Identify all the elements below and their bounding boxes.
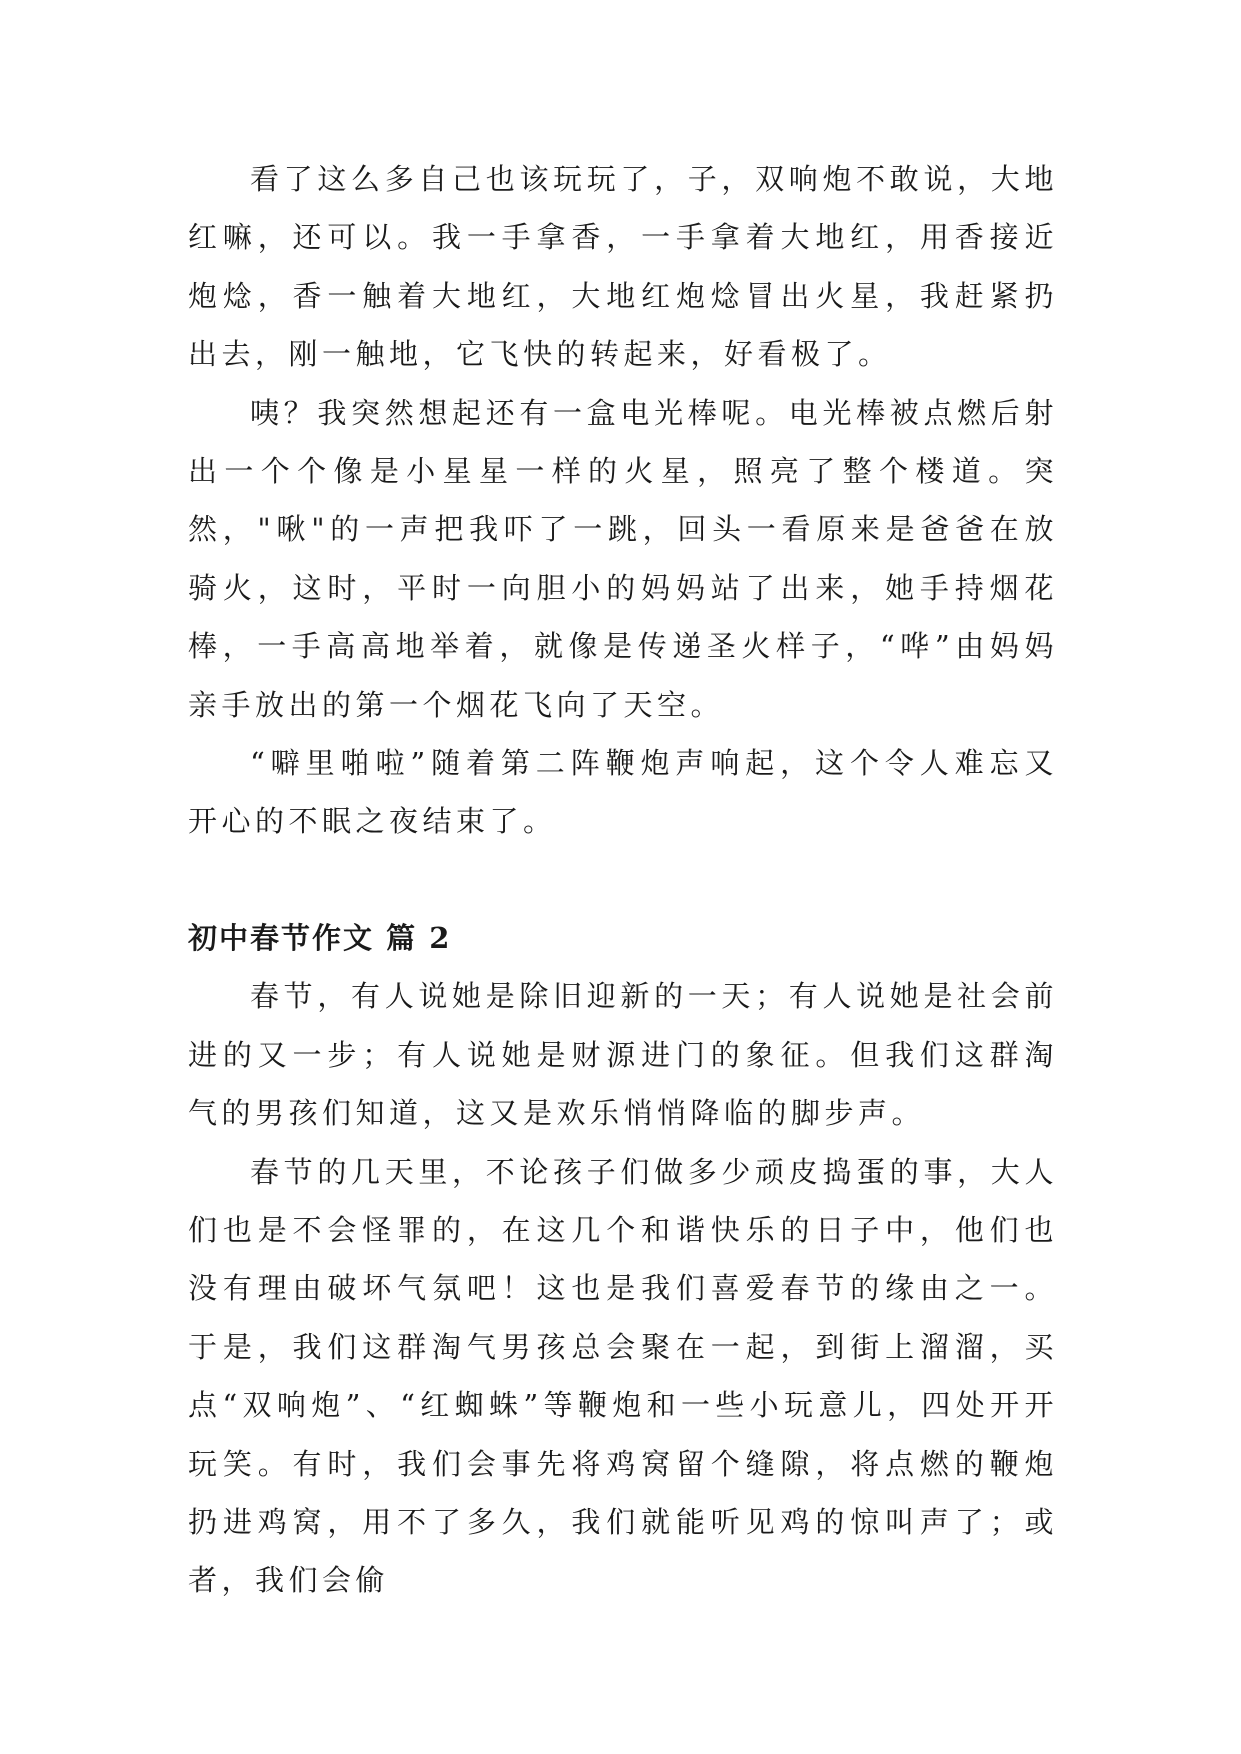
paragraph-ending: “噼里啪啦”随着第二阵鞭炮声响起，这个令人难忘又开心的不眠之夜结束了。 — [188, 746, 1058, 839]
section-title: 初中春节作文 篇 2 — [188, 920, 452, 955]
paragraph-firecrackers: 看了这么多自己也该玩玩了，子，双响炮不敢说，大地红嘛，还可以。我一手拿香，一手拿着大地红，用香接近炮焾，香一触着大地红，大地红炮焾冒出火星，我赶紧扔出去，刚一触地，它飞快的转起来，好看极了。 — [188, 162, 1058, 372]
document-page — [188, 150, 1058, 1610]
paragraph-spring-festival-intro: 春节，有人说她是除旧迎新的一天；有人说她是社会前进的又一步；有人说她是财源进门的象征。但我们这群淘气的男孩们知道，这又是欢乐悄悄降临的脚步声。 — [188, 979, 1058, 1131]
section-spacer — [188, 851, 1058, 909]
paragraph-mischief: 春节的几天里，不论孩子们做多少顽皮捣蛋的事，大人们也是不会怪罪的，在这几个和谐快乐的日子中，他们也没有理由破坏气氛吧！这也是我们喜爱春节的缘由之一。于是，我们这群淘气男孩总会聚在一起，到街上溜溜，买点“双响炮”、“红蜘蛛”等鞭炮和一些小玩意儿，四处开开玩笑。有时，我们会事先将鸡窝留个缝隙，将点燃的鞭炮扔进鸡窝，用不了多久，我们就能听见鸡的惊叫声了；或者，我们会偷 — [188, 1154, 1058, 1598]
paragraph-sparklers: 咦？我突然想起还有一盒电光棒呢。电光棒被点燃后射出一个个像是小星星一样的火星，照亮了整个楼道。突然，"啾"的一声把我吓了一跳，回头一看原来是爸爸在放骑火，这时，平时一向胆小的妈妈站了出来，她手持烟花棒，一手高高地举着，就像是传递圣火样子，“哗”由妈妈亲手放出的第一个烟花飞向了天空。 — [188, 395, 1058, 722]
